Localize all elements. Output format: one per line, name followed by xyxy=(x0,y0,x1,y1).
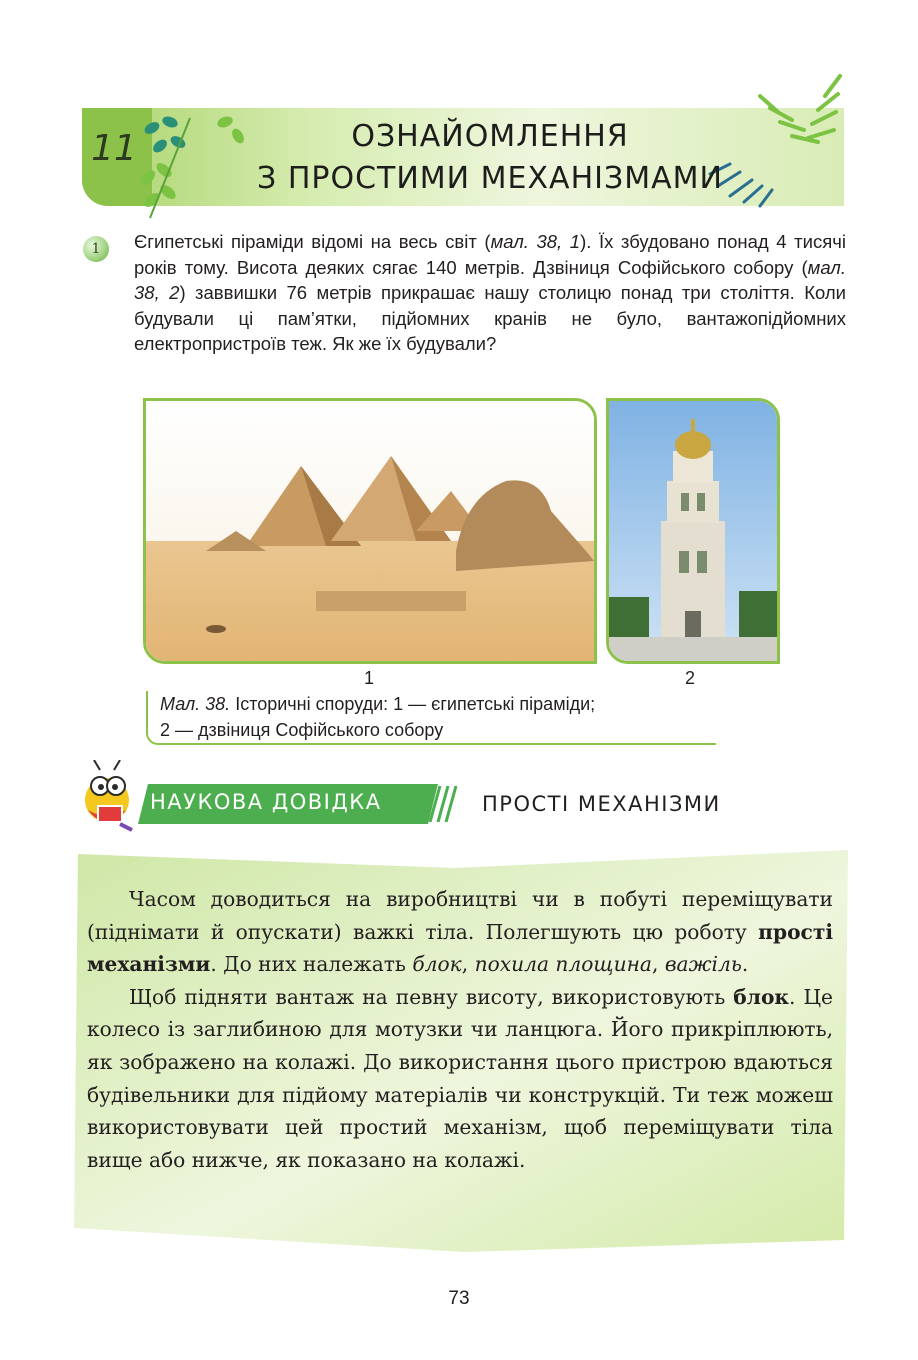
task-number-badge: 1 xyxy=(83,236,109,262)
science-reference-label: НАУКОВА ДОВІДКА xyxy=(150,790,382,814)
lesson-title-line-1: ОЗНАЙОМЛЕННЯ xyxy=(351,119,629,154)
lesson-title xyxy=(230,116,750,200)
reference-term: блок xyxy=(412,952,462,977)
photo-label-1: 1 xyxy=(364,668,375,688)
task-paragraph xyxy=(134,229,846,357)
bug-mascot-icon xyxy=(76,760,138,836)
reference-paragraph-2 xyxy=(87,981,833,1177)
reference-paragraph-1 xyxy=(87,883,833,981)
caption-line-1 xyxy=(160,691,716,717)
reference-text-part: Щоб підняти вантаж на певну висоту, використовують xyxy=(129,984,734,1009)
reference-term: блок xyxy=(733,984,789,1009)
page-number: 73 xyxy=(448,1288,470,1309)
figure-caption xyxy=(146,691,716,745)
reference-term: похила площина xyxy=(474,952,652,977)
reference-text-part: . До них належать xyxy=(210,952,413,977)
lesson-title-line-2: З ПРОСТИМИ МЕХАНІЗМАМИ xyxy=(257,161,723,196)
reference-topic-title: ПРОСТІ МЕХАНІЗМИ xyxy=(482,792,721,816)
lesson-number: 11 xyxy=(91,128,137,169)
belfry-photo xyxy=(606,398,780,664)
reference-term: важіль xyxy=(664,952,742,977)
reference-text xyxy=(87,883,833,1176)
figure-reference: мал. 38, 1 xyxy=(490,231,581,252)
reference-text-part: , xyxy=(461,952,475,977)
reference-text-part: , xyxy=(651,952,665,977)
task-text-part: ). Їх збудовано понад 4 тисячі років тому. Висота деяких сягає 140 метрів. Дзвіниця Софійського собору ( xyxy=(134,231,846,278)
photo-label-2: 2 xyxy=(685,668,696,688)
reference-text-part: . xyxy=(741,952,749,977)
task-text-part: ) заввишки 76 метрів прикрашає нашу столицю понад три століття. Коли будували ці пам’ятки, підйомних кранів не було, вантажопідйомних електропристроїв теж. Як же їх будували? xyxy=(134,282,846,354)
caption-figure-ref: Мал. 38. xyxy=(160,694,231,714)
figure-reference: мал. 38, 2 xyxy=(134,256,846,303)
reference-term: прості механізми xyxy=(87,919,833,977)
caption-line-2: 2 — дзвіниця Софійського собору xyxy=(160,720,444,740)
task-text-part: Єгипетські піраміди відомі на весь світ ( xyxy=(134,231,491,252)
reference-text-part: . Це колесо із заглибиною для мотузки чи ланцюга. Його прикріплюють, як зображено на колажі. До використання цього пристрою вдаються будівельники для підйому матеріалів чи конструкцій. Ти теж можеш використовувати цей простий механізм, щоб переміщувати тіла вище або нижче, як показано на колажі. xyxy=(87,984,833,1172)
caption-text: Історичні споруди: 1 — єгипетські піраміди; xyxy=(230,694,596,714)
pyramids-photo xyxy=(143,398,597,664)
reference-text-part: Часом доводиться на виробництві чи в побуті переміщувати (піднімати й опускати) важкі тіла. Полегшують цю роботу xyxy=(87,887,833,944)
